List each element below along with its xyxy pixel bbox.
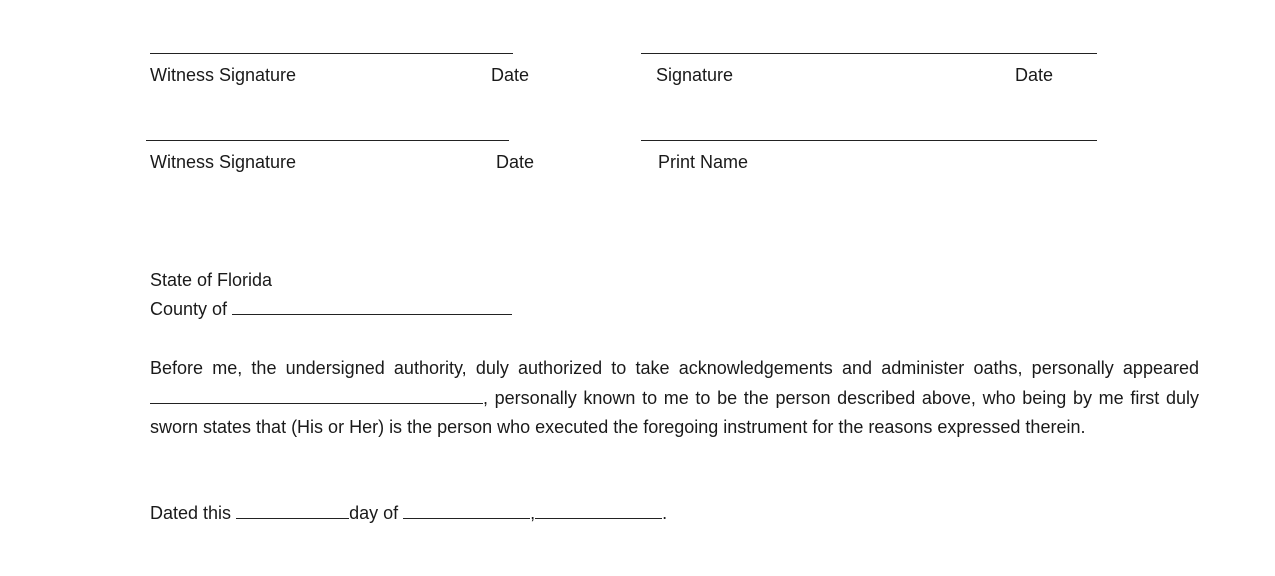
print-name-line[interactable]	[641, 140, 1097, 141]
dated-period: .	[662, 503, 668, 523]
witness-2-date-label: Date	[496, 152, 535, 172]
day-blank[interactable]	[236, 501, 349, 519]
county-label: County of	[150, 299, 228, 319]
acknowledgement-paragraph	[150, 354, 1199, 443]
paragraph-part-2: , personally known to me to be the person described above, who being by me first duly sworn states that (His or Her) is the person who executed the foregoing instrument for the reasons expressed therein.	[150, 387, 1199, 437]
dated-comma: ,	[530, 503, 536, 523]
year-blank[interactable]	[535, 501, 662, 519]
witness-2-signature-line[interactable]	[146, 140, 509, 141]
signer-date-label: Date	[1015, 65, 1054, 85]
signer-signature-label: Signature	[656, 65, 734, 85]
witness-2-signature-label: Witness Signature	[150, 152, 297, 172]
witness-1-signature-line[interactable]	[150, 53, 513, 54]
county-line	[150, 295, 512, 324]
dated-prefix: Dated this	[150, 503, 232, 523]
county-blank[interactable]	[232, 297, 512, 315]
venue-block	[150, 266, 512, 324]
appeared-name-blank[interactable]	[150, 386, 483, 404]
signer-signature-line[interactable]	[641, 53, 1097, 54]
witness-1-signature-label: Witness Signature	[150, 65, 297, 85]
paragraph-part-1: Before me, the undersigned authority, duly authorized to take acknowledgements and administer oaths, personally appeared	[150, 358, 1199, 378]
dated-line	[150, 500, 667, 526]
day-of-label: day of	[349, 503, 399, 523]
print-name-label: Print Name	[658, 152, 749, 172]
month-blank[interactable]	[403, 501, 530, 519]
state-line: State of Florida	[150, 270, 273, 290]
witness-1-date-label: Date	[491, 65, 530, 85]
